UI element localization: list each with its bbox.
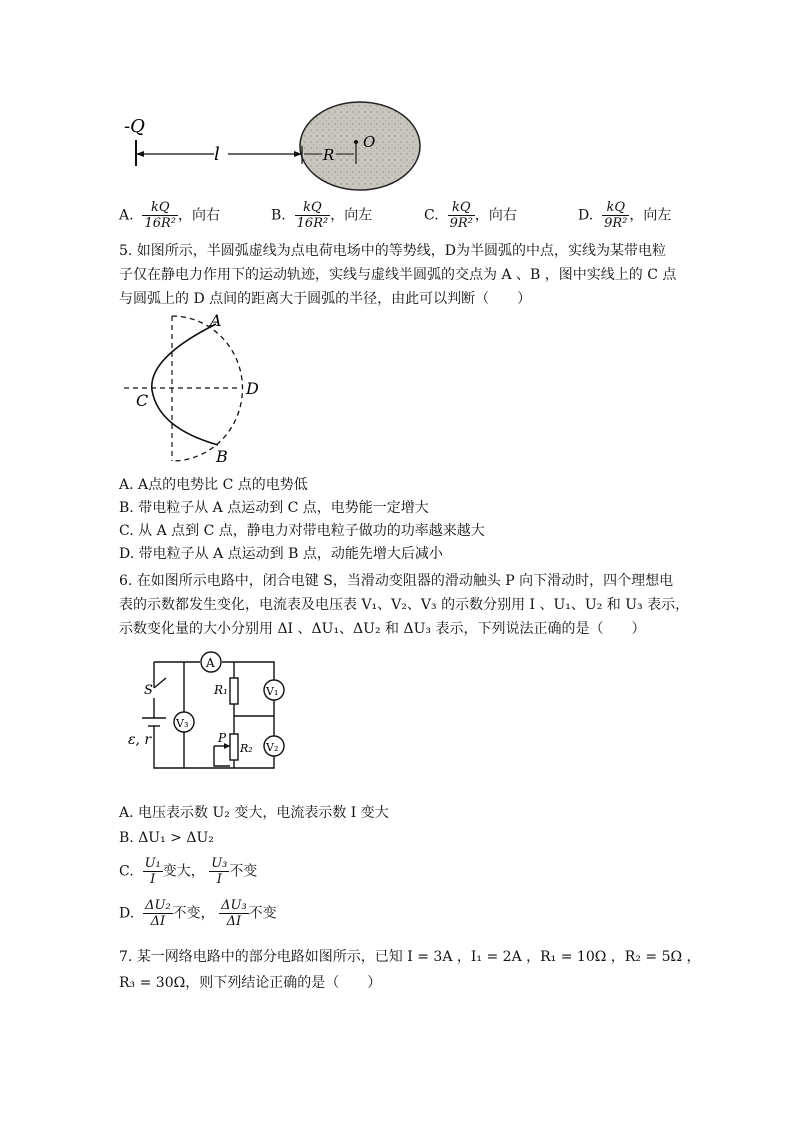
q6-option-d[interactable]: D. $\frac{\text{ΔU₂}}{\Delta I}$ 不变， $\frac{\text{ΔU₃}}{\Delta I}$ 不变: [119, 898, 277, 929]
q5-option-b[interactable]: B. 带电粒子从 A 点运动到 C 点，电势能一定增大: [119, 500, 429, 516]
q5-option-d[interactable]: D. 带电粒子从 A 点运动到 B 点，动能先增大后减小: [119, 546, 443, 562]
q4-option-d[interactable]: D. $\frac{kQ}{\text{9R²}}$ ，向左: [578, 200, 672, 231]
q6-stem-line-2: 表的示数都发生变化，电流表及电压表 V₁、V₂、V₃ 的示数分别用 I 、U₁、U₂ 和 U₃ 表示，: [119, 597, 690, 613]
r1-label: R₁: [214, 683, 228, 697]
charge-label: -Q: [124, 116, 145, 137]
q4-figure: [118, 98, 428, 198]
point-b-label: B: [216, 447, 228, 466]
q6-option-a[interactable]: A. 电压表示数 U₂ 变大，电流表示数 I 变大: [119, 805, 389, 821]
q4-option-c[interactable]: C. $\frac{kQ}{\text{9R²}}$ ，向右: [424, 200, 517, 231]
switch-s-label: S: [144, 683, 153, 698]
q6-option-c[interactable]: C. $\frac{\text{U₁}}{I}$ 变大， $\frac{\text{U₃}}{I}$ 不变: [119, 856, 258, 887]
slider-p-label: P: [218, 731, 227, 745]
q7-stem-line-1: 7. 某一网络电路中的部分电路如图所示，已知 I = 3A ，I₁ = 2A ，R₁ = 10Ω ，R₂ = 5Ω ，: [119, 949, 701, 965]
q6-circuit-figure: [118, 648, 298, 788]
q7-stem-line-2: R₃ = 30Ω，则下列结论正确的是（ ）: [119, 975, 382, 991]
voltmeter-v3-label: V₃: [176, 717, 189, 730]
q5-stem-line-1: 5. 如图所示，半圆弧虚线为点电荷电场中的等势线，D为半圆弧的中点，实线为某带电粒: [119, 243, 667, 259]
center-label: O: [363, 133, 376, 151]
point-a-label: A: [210, 311, 222, 330]
q4-option-b[interactable]: B. $\frac{kQ}{\text{16R²}}$ ，向左: [271, 200, 373, 231]
q5-stem-line-3: 与圆弧上的 D 点间的距离大于圆弧的半径，由此可以判断（ ）: [119, 291, 532, 307]
voltmeter-v1-label: V₁: [266, 685, 279, 698]
r2-label: R₂: [240, 742, 253, 755]
q6-stem-line-3: 示数变化量的大小分别用 ΔI 、ΔU₁、ΔU₂ 和 ΔU₃ 表示，下列说法正确的是（ ）: [119, 621, 646, 637]
q5-figure: [118, 308, 268, 468]
emf-label: ε, r: [128, 732, 152, 748]
q6-stem-line-1: 6. 在如图所示电路中，闭合电键 S，当滑动变阻器的滑动触头 P 向下滑动时，四个理想电: [119, 573, 674, 589]
point-c-label: C: [136, 391, 149, 410]
charged-sphere: [300, 102, 420, 190]
point-d-label: D: [246, 379, 259, 398]
q4-option-a[interactable]: A. $\frac{kQ}{\text{16R²}}$ ，向右: [119, 200, 221, 231]
ammeter-label: A: [206, 656, 215, 670]
q5-option-a[interactable]: A. A点的电势比 C 点的电势低: [119, 477, 308, 493]
radius-label: R: [323, 146, 335, 164]
q5-stem-line-2: 子仅在静电力作用下的运动轨迹，实线与虚线半圆弧的交点为 A 、B ，图中实线上的 C 点: [119, 267, 677, 283]
voltmeter-v2-label: V₂: [266, 741, 279, 754]
distance-label: l: [214, 144, 220, 165]
q5-option-c[interactable]: C. 从 A 点到 C 点，静电力对带电粒子做功的功率越来越大: [119, 523, 485, 539]
q6-option-b[interactable]: B. ΔU₁ > ΔU₂: [119, 830, 214, 846]
